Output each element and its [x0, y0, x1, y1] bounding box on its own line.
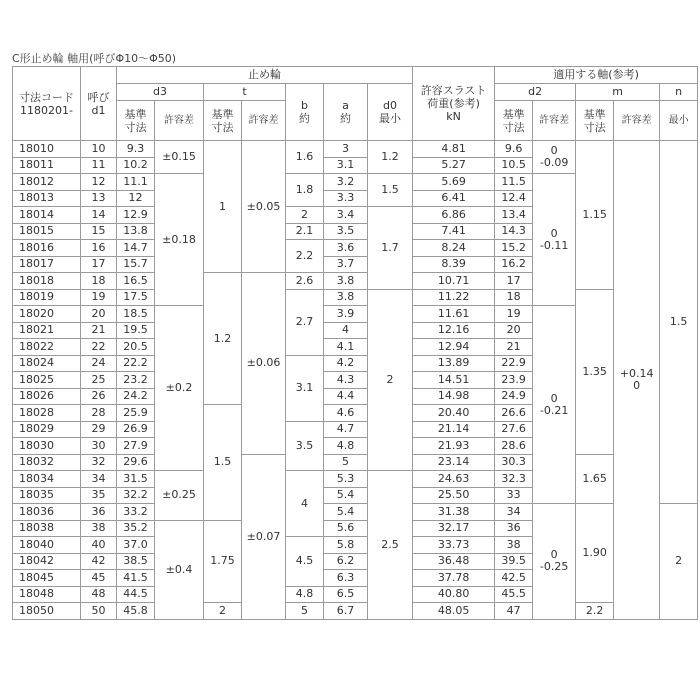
- cell-a: 4.3: [324, 372, 368, 389]
- d2-header: d2: [495, 84, 576, 101]
- cell-a: 3.8: [324, 273, 368, 290]
- cell-code: 18040: [13, 537, 81, 554]
- cell-code: 18024: [13, 355, 81, 372]
- cell-d2: 15.2: [495, 240, 533, 257]
- merged-cell-col5: ±0.05: [242, 141, 286, 273]
- merged-cell-col12: 1.90: [576, 504, 614, 603]
- cell-thrust: 4.81: [413, 141, 495, 158]
- thrust-load-header: 許容スラスト 荷重(参考) kN: [413, 67, 495, 141]
- cell-thrust: 11.22: [413, 289, 495, 306]
- cell-code: 18018: [13, 273, 81, 290]
- cell-code: 18030: [13, 438, 81, 455]
- merged-cell-col6: 2.1: [286, 223, 324, 240]
- cell-thrust: 36.48: [413, 553, 495, 570]
- cell-a: 3.9: [324, 306, 368, 323]
- cell-thrust: 10.71: [413, 273, 495, 290]
- cell-d2: 21: [495, 339, 533, 356]
- cell-d3: 29.6: [117, 454, 155, 471]
- d0-header: d0 最小: [368, 84, 413, 141]
- cell-code: 18015: [13, 223, 81, 240]
- cell-d3: 10.2: [117, 157, 155, 174]
- cell-d1: 10: [81, 141, 117, 158]
- cell-d3: 32.2: [117, 487, 155, 504]
- cell-d1: 15: [81, 223, 117, 240]
- cell-thrust: 6.86: [413, 207, 495, 224]
- t-base-header: 基準 寸法: [204, 101, 242, 141]
- cell-code: 18017: [13, 256, 81, 273]
- m-header: m: [576, 84, 660, 101]
- cell-d1: 42: [81, 553, 117, 570]
- cell-code: 18028: [13, 405, 81, 422]
- cell-a: 5.8: [324, 537, 368, 554]
- cell-code: 18021: [13, 322, 81, 339]
- cell-d3: 12: [117, 190, 155, 207]
- t-header: t: [204, 84, 286, 101]
- cell-thrust: 5.27: [413, 157, 495, 174]
- merged-cell-col4: 1.75: [204, 520, 242, 603]
- cell-d2: 12.4: [495, 190, 533, 207]
- merged-cell-col12: 1.15: [576, 141, 614, 290]
- cell-code: 18045: [13, 570, 81, 587]
- cell-code: 18019: [13, 289, 81, 306]
- cell-thrust: 12.94: [413, 339, 495, 356]
- cell-code: 18050: [13, 603, 81, 620]
- cell-d1: 16: [81, 240, 117, 257]
- cell-d1: 32: [81, 454, 117, 471]
- cell-d3: 33.2: [117, 504, 155, 521]
- cell-a: 3.4: [324, 207, 368, 224]
- cell-d3: 37.0: [117, 537, 155, 554]
- cell-thrust: 24.63: [413, 471, 495, 488]
- merged-cell-col12: 1.35: [576, 289, 614, 454]
- merged-cell-col8: 2.5: [368, 471, 413, 620]
- merged-cell-col3: ±0.18: [155, 174, 204, 306]
- cell-d3: 24.2: [117, 388, 155, 405]
- cell-code: 18010: [13, 141, 81, 158]
- cell-a: 4.8: [324, 438, 368, 455]
- tolerance-value: -0.21: [539, 403, 569, 417]
- cell-a: 5.6: [324, 520, 368, 537]
- merged-cell-col3: ±0.2: [155, 306, 204, 471]
- cell-d2: 24.9: [495, 388, 533, 405]
- cell-thrust: 12.16: [413, 322, 495, 339]
- merged-cell-col6: 2: [286, 207, 324, 224]
- nominal-header: 呼び d1: [81, 67, 117, 141]
- n-header: n: [660, 84, 698, 101]
- cell-d2: 39.5: [495, 553, 533, 570]
- merged-cell-col11: [533, 174, 576, 306]
- d3-header: d3: [117, 84, 204, 101]
- merged-cell-col6: 1.6: [286, 141, 324, 174]
- cell-d3: 9.3: [117, 141, 155, 158]
- cell-code: 18012: [13, 174, 81, 191]
- cell-a: 6.2: [324, 553, 368, 570]
- d2-base-header: 基準 寸法: [495, 101, 533, 141]
- merged-cell-col12: 2.2: [576, 603, 614, 620]
- d3-tolerance-header: 許容差: [155, 101, 204, 141]
- cell-a: 3.7: [324, 256, 368, 273]
- cell-thrust: 37.78: [413, 570, 495, 587]
- table-row: [13, 504, 698, 521]
- merged-cell-col6: 2.6: [286, 273, 324, 290]
- cell-thrust: 25.50: [413, 487, 495, 504]
- cell-a: 3.8: [324, 289, 368, 306]
- cell-d1: 48: [81, 586, 117, 603]
- merged-cell-col6: 4: [286, 471, 324, 537]
- cell-d3: 12.9: [117, 207, 155, 224]
- cell-d1: 22: [81, 339, 117, 356]
- cell-d3: 18.5: [117, 306, 155, 323]
- cell-a: 3.5: [324, 223, 368, 240]
- cell-thrust: 33.73: [413, 537, 495, 554]
- merged-cell-col8: 1.2: [368, 141, 413, 174]
- m-tolerance-header: 許容差: [614, 101, 660, 141]
- cell-d3: 25.9: [117, 405, 155, 422]
- merged-cell-col6: 4.8: [286, 586, 324, 603]
- merged-cell-col6: 5: [286, 603, 324, 620]
- cell-d3: 15.7: [117, 256, 155, 273]
- merged-cell-col5: ±0.06: [242, 273, 286, 455]
- cell-d2: 32.3: [495, 471, 533, 488]
- cell-thrust: 13.89: [413, 355, 495, 372]
- cell-d1: 26: [81, 388, 117, 405]
- cell-d3: 20.5: [117, 339, 155, 356]
- b-header: b 約: [286, 84, 324, 141]
- cell-thrust: 8.24: [413, 240, 495, 257]
- cell-d3: 22.2: [117, 355, 155, 372]
- cell-thrust: 8.39: [413, 256, 495, 273]
- tolerance-value: +0.14: [619, 366, 654, 380]
- cell-a: 6.5: [324, 586, 368, 603]
- cell-a: 4: [324, 322, 368, 339]
- cell-d1: 34: [81, 471, 117, 488]
- cell-d1: 20: [81, 306, 117, 323]
- cell-code: 18034: [13, 471, 81, 488]
- cell-d2: 42.5: [495, 570, 533, 587]
- cell-d2: 9.6: [495, 141, 533, 158]
- cell-code: 18025: [13, 372, 81, 389]
- cell-d3: 11.1: [117, 174, 155, 191]
- applicable-shaft-header: 適用する軸(参考): [495, 67, 698, 84]
- cell-thrust: 21.93: [413, 438, 495, 455]
- merged-cell-col14: 2: [660, 504, 698, 620]
- cell-thrust: 23.14: [413, 454, 495, 471]
- spec-table-body: [13, 141, 698, 620]
- merged-cell-col8: 2: [368, 289, 413, 471]
- merged-cell-col3: ±0.15: [155, 141, 204, 174]
- cell-d1: 28: [81, 405, 117, 422]
- cell-a: 4.6: [324, 405, 368, 422]
- merged-cell-col13: [614, 141, 660, 620]
- d2-tolerance-header: 許容差: [533, 101, 576, 141]
- cell-d3: 26.9: [117, 421, 155, 438]
- cell-thrust: 31.38: [413, 504, 495, 521]
- cell-d2: 10.5: [495, 157, 533, 174]
- merged-cell-col5: ±0.07: [242, 454, 286, 619]
- cell-d2: 38: [495, 537, 533, 554]
- cell-d3: 17.5: [117, 289, 155, 306]
- n-min-header: 最小: [660, 101, 698, 141]
- cell-d2: 36: [495, 520, 533, 537]
- cell-a: 4.7: [324, 421, 368, 438]
- cell-code: 18048: [13, 586, 81, 603]
- cell-code: 18016: [13, 240, 81, 257]
- code-header: 寸法コード 1180201-: [13, 67, 81, 141]
- cell-thrust: 7.41: [413, 223, 495, 240]
- cell-d3: 19.5: [117, 322, 155, 339]
- cell-a: 5: [324, 454, 368, 471]
- cell-d2: 34: [495, 504, 533, 521]
- cell-d1: 36: [81, 504, 117, 521]
- cell-a: 6.7: [324, 603, 368, 620]
- cell-a: 3: [324, 141, 368, 158]
- d3-base-header: 基準 寸法: [117, 101, 155, 141]
- merged-cell-col6: 1.8: [286, 174, 324, 207]
- cell-d1: 17: [81, 256, 117, 273]
- m-base-header: 基準 寸法: [576, 101, 614, 141]
- retaining-ring-spec-table: [12, 66, 698, 620]
- cell-d1: 11: [81, 157, 117, 174]
- cell-thrust: 48.05: [413, 603, 495, 620]
- cell-code: 18014: [13, 207, 81, 224]
- cell-d2: 16.2: [495, 256, 533, 273]
- cell-d3: 27.9: [117, 438, 155, 455]
- cell-code: 18013: [13, 190, 81, 207]
- tolerance-value: -0.25: [539, 560, 569, 574]
- cell-d1: 13: [81, 190, 117, 207]
- retaining-ring-header: 止め輪: [117, 67, 413, 84]
- merged-cell-col6: 4.5: [286, 537, 324, 587]
- cell-code: 18035: [13, 487, 81, 504]
- merged-cell-col4: 1.2: [204, 273, 242, 405]
- tolerance-value: 0: [550, 144, 558, 157]
- merged-cell-col6: 3.5: [286, 421, 324, 471]
- cell-d1: 50: [81, 603, 117, 620]
- cell-d3: 23.2: [117, 372, 155, 389]
- cell-d1: 14: [81, 207, 117, 224]
- cell-code: 18020: [13, 306, 81, 323]
- cell-a: 3.2: [324, 174, 368, 191]
- table-row: [13, 141, 698, 158]
- cell-thrust: 11.61: [413, 306, 495, 323]
- cell-thrust: 6.41: [413, 190, 495, 207]
- merged-cell-col3: ±0.25: [155, 471, 204, 521]
- cell-d1: 24: [81, 355, 117, 372]
- cell-d2: 45.5: [495, 586, 533, 603]
- cell-thrust: 20.40: [413, 405, 495, 422]
- cell-d3: 38.5: [117, 553, 155, 570]
- merged-cell-col8: 1.5: [368, 174, 413, 207]
- cell-d2: 33: [495, 487, 533, 504]
- merged-cell-col4: 2: [204, 603, 242, 620]
- cell-a: 3.6: [324, 240, 368, 257]
- cell-d2: 23.9: [495, 372, 533, 389]
- merged-cell-col14: 1.5: [660, 141, 698, 504]
- merged-cell-col6: 3.1: [286, 355, 324, 421]
- cell-d2: 13.4: [495, 207, 533, 224]
- merged-cell-col11: [533, 306, 576, 504]
- cell-d1: 19: [81, 289, 117, 306]
- merged-cell-col4: 1.5: [204, 405, 242, 521]
- cell-d1: 21: [81, 322, 117, 339]
- cell-d2: 11.5: [495, 174, 533, 191]
- cell-a: 4.2: [324, 355, 368, 372]
- tolerance-value: -0.11: [539, 238, 569, 252]
- t-tolerance-header: 許容差: [242, 101, 286, 141]
- cell-d2: 22.9: [495, 355, 533, 372]
- cell-code: 18011: [13, 157, 81, 174]
- cell-d3: 31.5: [117, 471, 155, 488]
- merged-cell-col3: ±0.4: [155, 520, 204, 619]
- table-row: [13, 454, 698, 471]
- cell-d1: 18: [81, 273, 117, 290]
- cell-code: 18032: [13, 454, 81, 471]
- cell-d2: 47: [495, 603, 533, 620]
- cell-thrust: 40.80: [413, 586, 495, 603]
- tolerance-value: 0: [550, 226, 558, 240]
- cell-d3: 13.8: [117, 223, 155, 240]
- cell-a: 4.1: [324, 339, 368, 356]
- merged-cell-col6: 2.2: [286, 240, 324, 273]
- cell-d2: 30.3: [495, 454, 533, 471]
- table-row: [13, 603, 698, 620]
- cell-thrust: 32.17: [413, 520, 495, 537]
- cell-d2: 26.6: [495, 405, 533, 422]
- tolerance-value: 0: [633, 378, 641, 392]
- cell-d3: 41.5: [117, 570, 155, 587]
- cell-thrust: 14.98: [413, 388, 495, 405]
- cell-thrust: 5.69: [413, 174, 495, 191]
- cell-d1: 35: [81, 487, 117, 504]
- cell-code: 18029: [13, 421, 81, 438]
- cell-d2: 17: [495, 273, 533, 290]
- cell-d2: 20: [495, 322, 533, 339]
- cell-d2: 19: [495, 306, 533, 323]
- cell-code: 18026: [13, 388, 81, 405]
- cell-a: 4.4: [324, 388, 368, 405]
- cell-d2: 27.6: [495, 421, 533, 438]
- merged-cell-col11: [533, 504, 576, 620]
- cell-d3: 44.5: [117, 586, 155, 603]
- cell-d3: 45.8: [117, 603, 155, 620]
- merged-cell-col4: 1: [204, 141, 242, 273]
- tolerance-value: 0: [550, 548, 558, 562]
- table-row: [13, 289, 698, 306]
- cell-a: 5.3: [324, 471, 368, 488]
- cell-d2: 14.3: [495, 223, 533, 240]
- tolerance-value: 0: [550, 391, 558, 405]
- cell-a: 6.3: [324, 570, 368, 587]
- cell-d1: 12: [81, 174, 117, 191]
- cell-code: 18042: [13, 553, 81, 570]
- cell-d1: 45: [81, 570, 117, 587]
- cell-a: 3.1: [324, 157, 368, 174]
- cell-d1: 29: [81, 421, 117, 438]
- cell-d1: 40: [81, 537, 117, 554]
- cell-a: 5.4: [324, 487, 368, 504]
- cell-d3: 14.7: [117, 240, 155, 257]
- cell-d2: 18: [495, 289, 533, 306]
- cell-code: 18036: [13, 504, 81, 521]
- cell-a: 5.4: [324, 504, 368, 521]
- cell-d1: 25: [81, 372, 117, 389]
- cell-d2: 28.6: [495, 438, 533, 455]
- merged-cell-col6: 2.7: [286, 289, 324, 355]
- cell-d1: 38: [81, 520, 117, 537]
- cell-code: 18038: [13, 520, 81, 537]
- cell-d3: 35.2: [117, 520, 155, 537]
- merged-cell-col8: 1.7: [368, 207, 413, 290]
- cell-d1: 30: [81, 438, 117, 455]
- cell-thrust: 14.51: [413, 372, 495, 389]
- cell-d3: 16.5: [117, 273, 155, 290]
- tolerance-value: -0.09: [539, 156, 569, 169]
- cell-code: 18022: [13, 339, 81, 356]
- table-caption: C形止め輪 軸用(呼びΦ10〜Φ50): [12, 52, 177, 65]
- merged-cell-col12: 1.65: [576, 454, 614, 504]
- a-header: a 約: [324, 84, 368, 141]
- cell-a: 3.3: [324, 190, 368, 207]
- cell-thrust: 21.14: [413, 421, 495, 438]
- merged-cell-col11: [533, 141, 576, 174]
